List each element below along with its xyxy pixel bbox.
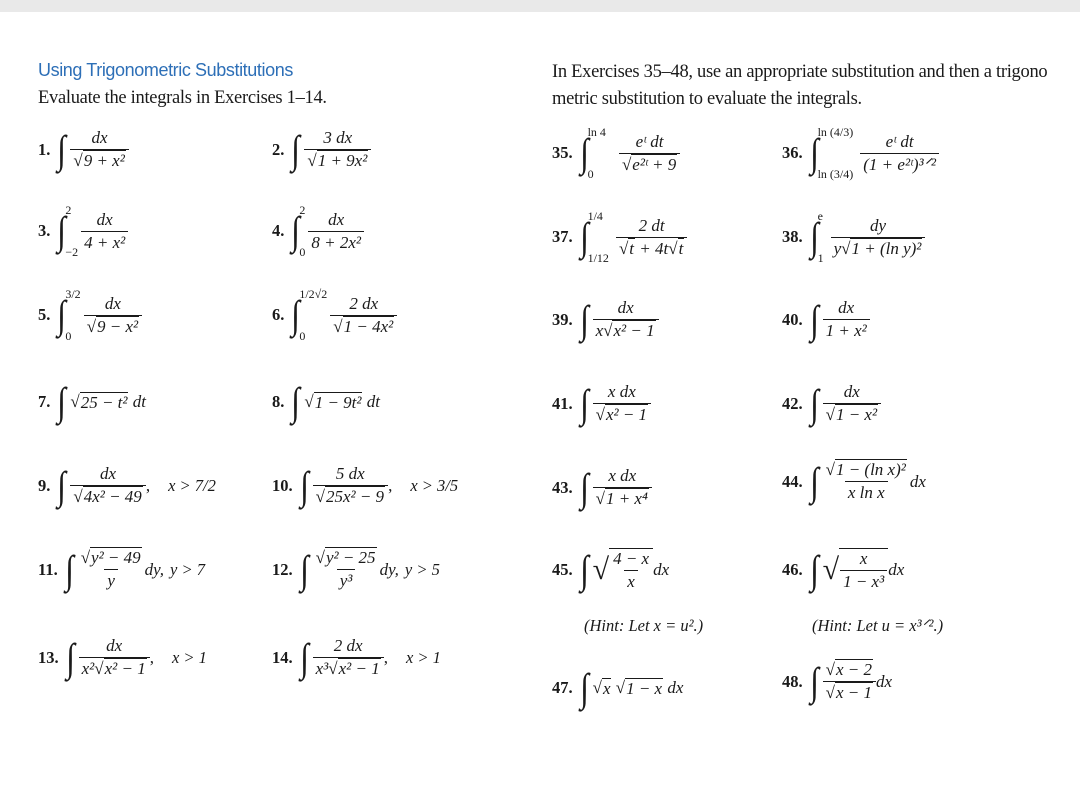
differential: dy, <box>379 559 399 579</box>
denominator: x ln x <box>845 481 888 503</box>
lower-limit: 0 <box>299 329 306 343</box>
denominator-radicand-2: t <box>678 238 684 258</box>
hint-45: (Hint: Let x = u².) <box>584 616 704 635</box>
exercise-6: 6. ∫ 1/2√2 0 $\frac{2 dx}{\text{√1 − 4x²}}$ <box>272 292 397 338</box>
numerator: y² − 49 <box>91 548 141 567</box>
exercise-35: 35. ∫ ln 4 0 $\frac{\text{eᵗ dt}}{\text{√e²ᵗ + 9}}$ <box>552 130 680 176</box>
exercise-number: 1. <box>38 139 51 159</box>
denominator-middle: + 4t <box>635 238 669 258</box>
integral-sign: ∫ <box>579 380 589 426</box>
integral-sign: ∫ <box>809 547 819 592</box>
upper-limit: 1/2√2 <box>299 287 328 301</box>
top-bar <box>0 0 1080 12</box>
denominator: 9 + x² <box>83 151 125 170</box>
exercise-39: 39. ∫ $\frac{dx}{\text{x√x² − 1}}$ <box>552 298 659 341</box>
denominator: x² − 1 <box>605 405 648 424</box>
integral-sign: ∫ <box>57 126 67 172</box>
exercise-8: 8. ∫ √ 1 − 9t² dt <box>272 379 380 424</box>
exercise-13: 13. ∫ $\frac{dx}{\text{x²√x² − 1}}$ , x > 1 <box>38 634 207 680</box>
differential: dy, <box>144 559 165 579</box>
denominator: 1 − 4x² <box>343 316 394 336</box>
upper-limit: 3/2 <box>65 287 81 301</box>
exercise-10: 10. ∫ $\frac{5 dx}{\text{√25x² − 9}}$ , x > 3/5 <box>272 462 459 508</box>
exercise-7: 7. ∫ √ 25 − t² dt <box>38 379 146 424</box>
denominator: 1 + x⁴ <box>605 489 648 508</box>
integral-sign: ∫ 2 0 <box>291 203 306 259</box>
integral-sign: ∫ ln 4 0 <box>579 125 606 181</box>
numerator: eᵗ dt <box>885 131 914 151</box>
exercise-number: 9. <box>38 475 51 495</box>
differential: dx <box>888 560 905 579</box>
denominator-factor: x³ <box>315 659 329 678</box>
denominator-radicand: x² − 1 <box>104 659 146 678</box>
denominator: y <box>104 569 118 591</box>
integrand: 25 − t² <box>80 392 128 412</box>
section-heading: Using Trigonometric Substitutions <box>38 60 293 80</box>
numerator: 1 − (ln x)² <box>835 460 906 479</box>
denominator-factor: x² <box>81 659 95 678</box>
right-intro-line-2: metric substitution to evaluate the integrals. <box>552 89 862 109</box>
denominator: (1 + e²ᵗ)³ᐟ² <box>860 153 939 175</box>
differential: dt <box>366 392 380 411</box>
integral-sign: ∫ <box>57 462 67 508</box>
denominator: 1 − x² <box>835 405 878 424</box>
exercise-number: 41. <box>552 393 573 413</box>
exercise-number: 38. <box>782 227 803 246</box>
exercise-4 <box>272 203 364 259</box>
condition: x > 1 <box>171 647 207 667</box>
integral-sign: ∫ <box>579 665 589 710</box>
exercise-37: 37. ∫ 1/4 1/12 $\frac{2 dt}{√t + 4t√t}$ <box>552 214 687 260</box>
exercise-46: 46. ∫ √ $\frac{x}{\text{1 − x³}}$ dx <box>782 547 905 592</box>
lower-limit: −2 <box>65 245 79 259</box>
integral-sign: ∫ <box>809 458 819 504</box>
exercise-number: 8. <box>272 392 285 411</box>
condition: x > 3/5 <box>410 475 459 495</box>
integrand: 1 − 9t² <box>314 392 362 412</box>
denominator-factor: y <box>833 238 842 258</box>
hint-46: (Hint: Let u = x³ᐟ².) <box>812 616 944 635</box>
numerator: x − 2 <box>835 660 872 679</box>
numerator: y² − 25 <box>325 548 376 567</box>
integral-sign: ∫ <box>579 464 589 510</box>
integral-sign: ∫ <box>291 379 301 424</box>
numerator: dx <box>843 382 860 401</box>
exercise-42: 42. ∫ $\frac{dx}{\text{√1 − x²}}$ <box>782 382 881 425</box>
exercise-2: 2. ∫ $\frac{3 dx}{\text{√1 + 9x²}}$ <box>272 128 371 171</box>
radicand-1: x <box>602 678 611 698</box>
integral-sign: ∫ <box>299 634 309 680</box>
integral-sign: ∫ <box>579 296 589 342</box>
exercise-11: 11. ∫ $\frac{\text{√y² − 49}}{y}$ dy, y > 7 <box>38 546 205 592</box>
exercise-47: 47. ∫ √ x √ 1 − x dx <box>552 665 684 710</box>
exercise-number: 7. <box>38 392 51 411</box>
integral-sign: ∫ <box>64 546 74 592</box>
exercise-number: 43. <box>552 477 573 497</box>
numerator: eᵗ dt <box>635 131 664 151</box>
exercise-5: 5. ∫ 3/2 0 $\frac{dx}{\text{√9 − x²}}$ <box>38 292 142 338</box>
numerator: dx <box>104 293 121 313</box>
integral-sign: ∫ 3/2 0 <box>57 287 81 343</box>
exercise-number: 44. <box>782 471 803 491</box>
condition: y > 7 <box>170 559 205 579</box>
numerator: dy <box>869 215 887 235</box>
exercise-38: 38. ∫ e 1 $\frac{dy}{\text{y√1 + (ln y)²}}$ <box>782 214 925 260</box>
numerator: x <box>859 549 868 568</box>
lower-limit: 1/12 <box>587 251 609 265</box>
integral-sign: ∫ <box>809 380 819 426</box>
upper-limit: 2 <box>65 203 72 217</box>
numerator: x dx <box>607 382 636 401</box>
integral-sign: ∫ <box>809 296 819 342</box>
exercise-36 <box>782 125 939 181</box>
numerator: dx <box>91 128 108 147</box>
exercise-number: 13. <box>38 647 59 667</box>
differential: dx <box>653 560 670 579</box>
denominator-factor: x <box>595 321 604 340</box>
exercise-number: 36. <box>782 143 803 162</box>
exercise-number: 10. <box>272 475 293 495</box>
differential: dt <box>132 392 146 411</box>
numerator: x dx <box>608 466 637 485</box>
denominator: x <box>624 570 638 592</box>
lower-limit: 0 <box>587 167 594 181</box>
exercise-14: 14. ∫ $\frac{2 dx}{\text{x³√x² − 1}}$ , x > 1 <box>272 634 441 680</box>
integral-sign: ∫ e 1 <box>809 209 824 265</box>
left-intro: Evaluate the integrals in Exercises 1–14. <box>38 88 327 108</box>
differential: dx <box>667 678 684 697</box>
integral-sign: ∫ <box>299 462 309 508</box>
exercise-40 <box>782 298 870 341</box>
differential: dx <box>875 671 893 691</box>
exercise-number: 11. <box>38 559 58 579</box>
exercise-number: 47. <box>552 678 573 697</box>
upper-limit: ln (4/3) <box>817 125 854 139</box>
exercise-number: 2. <box>272 139 285 159</box>
exercise-45: 45. ∫ √ $\frac{4 - x}{x}$ dx <box>552 547 670 592</box>
lower-limit: ln (3/4) <box>817 167 854 181</box>
denominator-radicand: 1 + (ln y)² <box>851 238 922 258</box>
numerator: dx <box>617 298 634 317</box>
exercise-number: 40. <box>782 309 803 329</box>
upper-limit: 1/4 <box>587 209 603 223</box>
integral-sign: ∫ <box>291 126 301 172</box>
upper-limit: e <box>817 209 823 223</box>
denominator-radicand: x² − 1 <box>338 659 380 678</box>
exercise-number: 12. <box>272 559 293 579</box>
exercise-12: 12. ∫ $\frac{\text{√y² − 25}}{\text{y³}}$ dy, y > 5 <box>272 546 440 592</box>
lower-limit: 1 <box>817 251 824 265</box>
denominator: e²ᵗ + 9 <box>632 154 677 174</box>
exercise-1: 1. ∫ $\frac{dx}{\text{√9 + x²}}$ <box>38 128 129 171</box>
exercise-number: 3. <box>38 221 51 240</box>
denominator: y³ <box>337 569 356 591</box>
numerator: dx <box>328 209 345 229</box>
denominator: 1 + 9x² <box>317 151 368 170</box>
integral-sign: ∫ <box>579 547 589 592</box>
denominator-radicand: x² − 1 <box>613 321 655 340</box>
numerator: 2 dt <box>638 215 665 235</box>
exercise-44: 44. ∫ $\frac{\text{√1 − (ln x)²}}{\text{x ln x}}$ dx <box>782 458 926 504</box>
numerator: 3 dx <box>323 128 353 147</box>
denominator: 1 + x² <box>823 319 870 341</box>
numerator: dx <box>100 464 117 483</box>
integral-sign: ∫ <box>57 379 67 424</box>
numerator: 2 dx <box>333 636 363 655</box>
integral-sign: ∫ <box>65 634 75 680</box>
lower-limit: 0 <box>65 329 72 343</box>
numerator: dx <box>96 209 113 229</box>
integral-sign: ∫ 1/4 1/12 <box>579 209 609 265</box>
exercise-number: 46. <box>782 560 803 579</box>
numerator: 4 − x <box>613 549 650 568</box>
condition: x > 1 <box>405 647 441 667</box>
denominator: x − 1 <box>835 683 872 702</box>
integral-sign: ∫ ln (4/3) ln (3/4) <box>809 125 854 181</box>
exercise-number: 4. <box>272 221 285 240</box>
exercise-number: 37. <box>552 227 573 246</box>
denominator: 4 + x² <box>81 231 128 253</box>
exercise-number: 45. <box>552 560 573 579</box>
integral-sign: ∫ 1/2√2 0 <box>291 287 328 343</box>
integral-sign: ∫ <box>809 658 819 704</box>
denominator: 9 − x² <box>97 316 139 336</box>
denominator: 8 + 2x² <box>308 231 364 253</box>
upper-limit: 2 <box>299 203 306 217</box>
exercise-41: 41. ∫ $\frac{\text{x dx}}{\text{√x² − 1}}$ <box>552 382 651 425</box>
condition: y > 5 <box>404 559 440 579</box>
exercise-43: 43. ∫ $\frac{\text{x dx}}{\text{√1 + x⁴}}$ <box>552 466 652 509</box>
radicand-2: 1 − x <box>626 678 663 698</box>
integral-sign: ∫ 2 −2 <box>57 203 79 259</box>
exercise-3 <box>38 203 128 259</box>
integral-sign: ∫ <box>299 546 309 592</box>
right-intro-line-1: In Exercises 35–48, use an appropriate substitution and then a trigono <box>552 62 1048 82</box>
exercise-number: 39. <box>552 309 573 329</box>
denominator: 4x² − 49 <box>83 487 142 506</box>
exercise-number: 42. <box>782 393 803 413</box>
condition: x > 7/2 <box>168 475 216 495</box>
lower-limit: 0 <box>299 245 306 259</box>
numerator: 5 dx <box>335 464 365 483</box>
denominator-radicand-1: t <box>629 238 635 258</box>
differential: dx <box>909 471 926 491</box>
upper-limit: ln 4 <box>587 125 606 139</box>
numerator: dx <box>838 298 855 317</box>
exercise-number: 35. <box>552 143 573 162</box>
numerator: 2 dx <box>349 293 379 313</box>
denominator: 1 − x³ <box>840 570 887 592</box>
exercise-48: 48. ∫ $\frac{√x - 2}{√x - 1}$ dx <box>782 658 893 704</box>
denominator: 25x² − 9 <box>325 487 385 506</box>
exercise-number: 14. <box>272 647 293 667</box>
exercise-number: 6. <box>272 305 285 324</box>
numerator: dx <box>106 636 123 655</box>
exercise-number: 48. <box>782 671 803 691</box>
exercise-number: 5. <box>38 305 51 324</box>
exercise-9: 9. ∫ $\frac{dx}{\text{√4x² − 49}}$ , x > 7/2 <box>38 462 216 508</box>
